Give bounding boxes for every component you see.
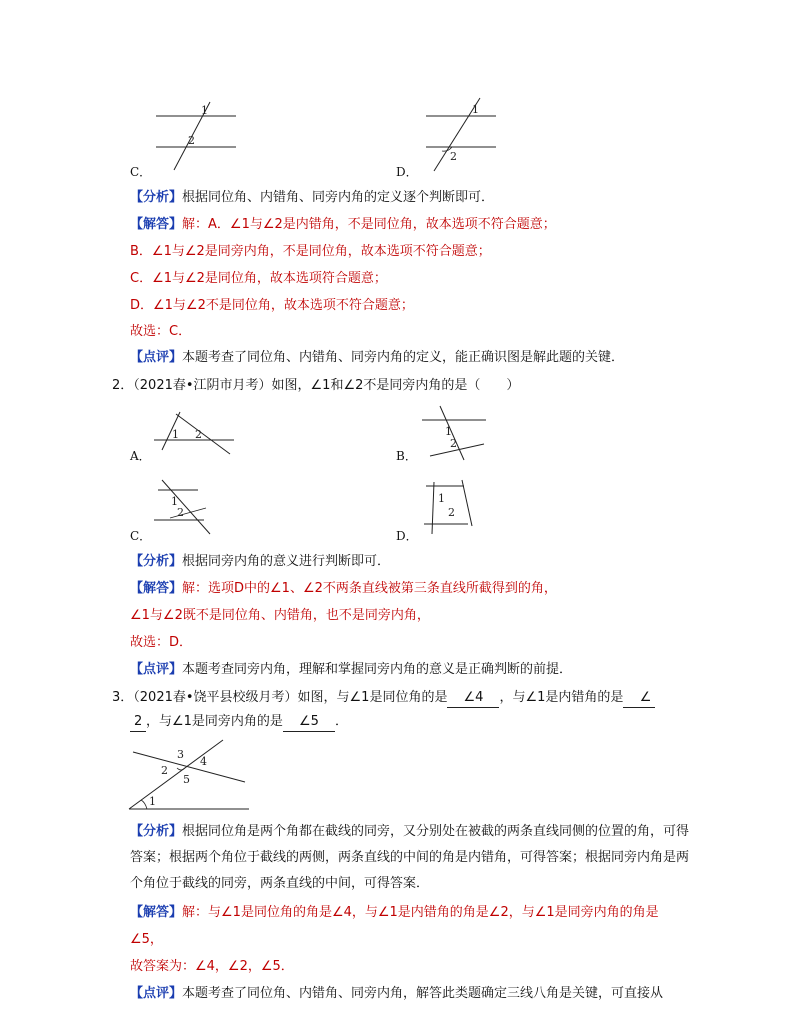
answer-text: 解：A．∠1与∠2是内错角，不是同位角，故本选项不符合题意； [182, 217, 556, 232]
figure-q1-d-svg [420, 96, 510, 171]
figure-q2-d [420, 478, 490, 540]
q3-stem-line-1 [112, 689, 655, 708]
q1-option-d: D． [396, 165, 418, 179]
figure-q1-d [420, 96, 510, 171]
q3-stem-end: ． [334, 714, 348, 729]
figure-q2-c-svg [150, 478, 220, 540]
q3-label-4: 4 [200, 755, 207, 768]
figure-q2-a-svg [150, 408, 240, 458]
comment-text: 本题考查同旁内角，理解和掌握同旁内角的意义是正确判断的前提． [182, 662, 573, 677]
q3-label-3: 3 [177, 748, 184, 761]
q2-analysis [130, 553, 390, 571]
q2-option-d: D． [396, 529, 418, 543]
figure-q2-c [150, 478, 220, 540]
q1-answer-line-4: D．∠1与∠2不是同位角，故本选项不符合题意； [130, 298, 414, 313]
analysis-tag: 【分析】 [130, 824, 183, 839]
analysis-tag: 【分析】 [130, 554, 183, 569]
q1-d-label-1: 1 [472, 103, 479, 116]
q2-option-c: C． [130, 529, 152, 543]
q3-stem-part2: ，与∠1是内错角的是 [499, 690, 624, 705]
comment-text: 本题考查了同位角、内错角、同旁内角，解答此类题确定三线八角是关键，可直接从 [182, 986, 664, 1001]
q3-answer-line-2: ∠5， [130, 932, 163, 947]
q1-analysis [130, 189, 494, 207]
q2-a-label-2: 2 [195, 428, 202, 441]
q1-comment [130, 349, 624, 367]
figure-q2-b [420, 404, 500, 464]
q3-label-5: 5 [183, 773, 190, 786]
q3-stem-line-2 [130, 713, 348, 732]
q1-option-c: C． [130, 165, 152, 179]
q2-stem: 2．（2021春•江阴市月考）如图，∠1和∠2不是同旁内角的是（ ） [112, 378, 520, 393]
answer-text: 解：选项D中的∠1、∠2不两条直线被第三条直线所截得到的角， [182, 581, 557, 596]
answer-text: 解：与∠1是同位角的角是∠4，与∠1是内错角的角是∠2，与∠1是同旁内角的角是 [182, 905, 659, 920]
q2-c-label-1: 1 [171, 495, 178, 508]
q2-a-label-1: 1 [172, 428, 179, 441]
answer-tag: 【解答】 [130, 217, 183, 232]
figure-q2-d-svg [420, 478, 490, 540]
comment-tag: 【点评】 [130, 350, 183, 365]
q3-label-1: 1 [149, 795, 156, 808]
q3-answer-line-1 [130, 904, 659, 922]
figure-q2-b-svg [420, 404, 500, 464]
answer-tag: 【解答】 [130, 905, 183, 920]
q3-comment [130, 985, 663, 1003]
q1-c-label-2: 2 [188, 134, 195, 147]
q2-c-label-2: 2 [177, 506, 184, 519]
q1-c-label-1: 1 [201, 104, 208, 117]
q1-answer-line-2: B．∠1与∠2是同旁内角，不是同位角，故本选项不符合题意； [130, 244, 491, 259]
q2-answer-line-1 [130, 580, 557, 598]
q1-answer-line-3: C．∠1与∠2是同位角，故本选项符合题意； [130, 271, 387, 286]
q2-b-label-1: 1 [445, 425, 452, 438]
analysis-text: 根据同位角、内错角、同旁内角的定义逐个判断即可． [182, 190, 495, 205]
q3-stem-part1: 3．（2021春•饶平县校级月考）如图，与∠1是同位角的是 [112, 690, 448, 705]
q3-analysis [130, 819, 700, 897]
q2-answer-line-2: ∠1与∠2既不是同位角、内错角，也不是同旁内角， [130, 608, 430, 623]
q3-stem-part3: ，与∠1是同旁内角的是 [146, 714, 283, 729]
figure-q3 [125, 738, 255, 814]
q2-option-b: B． [396, 449, 417, 463]
q2-d-label-1: 1 [438, 492, 445, 505]
q3-answer-final: 故答案为：∠4，∠2，∠5． [130, 959, 294, 974]
q3-label-2: 2 [161, 764, 168, 777]
q3-blank-2a: ∠ [623, 689, 655, 708]
answer-tag: 【解答】 [130, 581, 183, 596]
q2-b-label-2: 2 [450, 437, 457, 450]
figure-q2-a [150, 408, 240, 458]
analysis-tag: 【分析】 [130, 190, 183, 205]
q1-choice: 故选：C． [130, 324, 192, 339]
comment-tag: 【点评】 [130, 986, 183, 1001]
figure-q1-c [150, 100, 240, 170]
comment-tag: 【点评】 [130, 662, 183, 677]
q2-option-a: A． [130, 449, 151, 463]
q2-d-label-2: 2 [448, 506, 455, 519]
analysis-text: 根据同位角是两个角都在截线的同旁，又分别处在被截的两条直线同侧的位置的角，可得答案；根据两个角位于截线的两侧，两条直线的中间的角是内错角，可得答案；根据同旁内角是两个角位于截线的同旁，两条直线的中间，可得答案． [130, 824, 690, 891]
comment-text: 本题考查了同位角、内错角、同旁内角的定义，能正确识图是解此题的关键． [182, 350, 625, 365]
analysis-text: 根据同旁内角的意义进行判断即可． [182, 554, 391, 569]
figure-q3-svg [125, 738, 255, 814]
q2-choice: 故选：D． [130, 635, 193, 650]
q2-comment [130, 661, 572, 679]
q1-d-label-2: 2 [450, 150, 457, 163]
q3-blank-1: ∠4 [447, 689, 499, 708]
q3-blank-3: ∠5 [283, 713, 335, 732]
q3-blank-2b: 2 [130, 713, 146, 732]
figure-q1-c-svg [150, 100, 240, 170]
q1-answer-line-1 [130, 216, 556, 234]
